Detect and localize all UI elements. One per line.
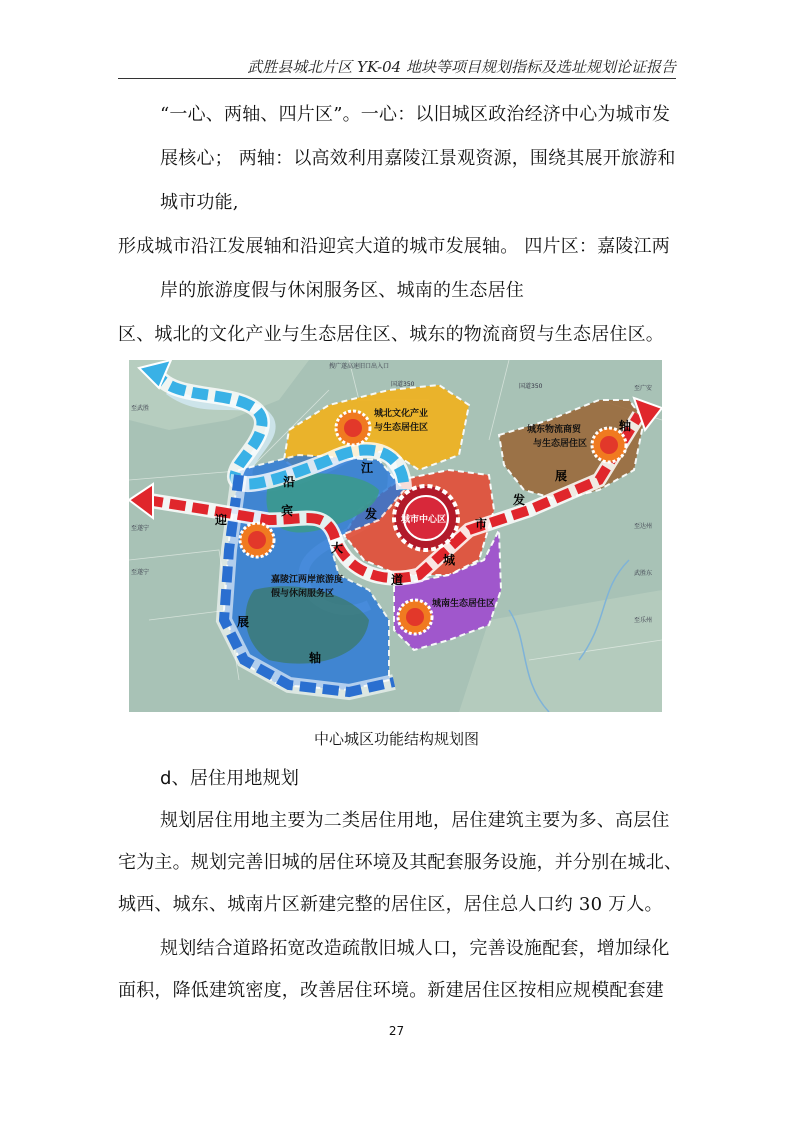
body-line: 宅为主。规划完善旧城的居住环境及其配套服务设施，并分别在城北、	[118, 852, 683, 873]
road-axis-char: 宾	[281, 504, 294, 518]
zone-north-label-1: 城北文化产业	[374, 409, 429, 419]
road-axis-char: 展	[555, 469, 568, 483]
south-core-symbol	[398, 600, 432, 634]
zone-west-label-1: 嘉陵江两岸旅游度	[271, 575, 344, 585]
road-axis-char: 大	[331, 541, 344, 555]
map-small-label: 至武胜	[131, 405, 150, 412]
planning-map	[129, 360, 662, 712]
zone-west-label-2: 假与休闲服务区	[271, 589, 335, 599]
zone-east-label-2: 与生态居住区	[533, 439, 588, 449]
body-line: 城西、城东、城南片区新建完整的居住区，居住总人口约 30 万人。	[118, 894, 663, 915]
body-line: 形成城市沿江发展轴和沿迎宾大道的城市发展轴。 四片区：嘉陵江两	[118, 236, 670, 257]
road-axis-char: 轴	[619, 419, 632, 433]
body-line: 展核心； 两轴：以高效利用嘉陵江景观资源，围绕其展开旅游和	[160, 148, 676, 169]
body-line: 岸的旅游度假与休闲服务区、城南的生态居住	[160, 280, 524, 301]
road-axis-char: 迎	[215, 513, 228, 527]
body-line: 规划居住用地主要为二类居住用地，居住建筑主要为多、高层住	[160, 810, 670, 831]
map-small-label: 至遂宁	[131, 525, 150, 532]
map-small-label: 至遂宁	[131, 569, 150, 576]
zone-east-label-1: 城东物流商贸	[527, 425, 582, 435]
map-small-label: 国道350	[391, 381, 415, 388]
zone-south-label: 城南生态居住区	[432, 599, 496, 609]
north-core-symbol	[336, 411, 370, 445]
page-number: 27	[388, 1024, 405, 1038]
east-core-symbol	[592, 428, 626, 462]
map-small-label: 至达州	[634, 523, 653, 530]
figure-caption: 中心城区功能结构规划图	[313, 730, 479, 748]
map-small-label: 搜广遂高速旧口出入口	[329, 363, 390, 370]
zone-north-label-2: 与生态居住区	[374, 423, 429, 433]
zone-center-label: 城市中心区	[401, 515, 447, 525]
map-small-label: 国道350	[519, 383, 543, 390]
road-axis-char: 发	[513, 493, 526, 507]
road-axis-char: 城	[443, 553, 456, 567]
body-line: 面积，降低建筑密度，改善居住环境。新建居住区按相应规模配套建	[118, 980, 664, 1001]
body-line: 城市功能,	[160, 192, 239, 213]
header-rule	[118, 78, 676, 79]
road-axis-char: 道	[391, 573, 404, 587]
running-header: 武胜县城北片区 YK-04 地块等项目规划指标及选址规划论证报告	[247, 58, 676, 76]
section-heading: d、居住用地规划	[160, 768, 300, 789]
river-axis-char: 沿	[283, 475, 296, 489]
river-axis-char: 轴	[309, 651, 322, 665]
river-axis-char: 江	[361, 461, 374, 475]
planning-map-svg	[129, 360, 662, 712]
map-small-label: 武胜东	[634, 570, 653, 577]
map-small-label: 至乐州	[634, 617, 653, 624]
body-line: 区、城北的文化产业与生态居住区、城东的物流商贸与生态居住区。	[118, 324, 664, 345]
road-axis-char: 市	[475, 517, 488, 531]
river-axis-char: 展	[237, 615, 250, 629]
body-line: 规划结合道路拓宽改造疏散旧城人口，完善设施配套，增加绿化	[160, 938, 670, 959]
body-line: “一心、两轴、四片区”。一心：以旧城区政治经济中心为城市发	[160, 104, 671, 125]
west-core-symbol	[240, 523, 274, 557]
map-small-label: 至广安	[634, 385, 653, 392]
river-axis-char: 发	[365, 507, 378, 521]
